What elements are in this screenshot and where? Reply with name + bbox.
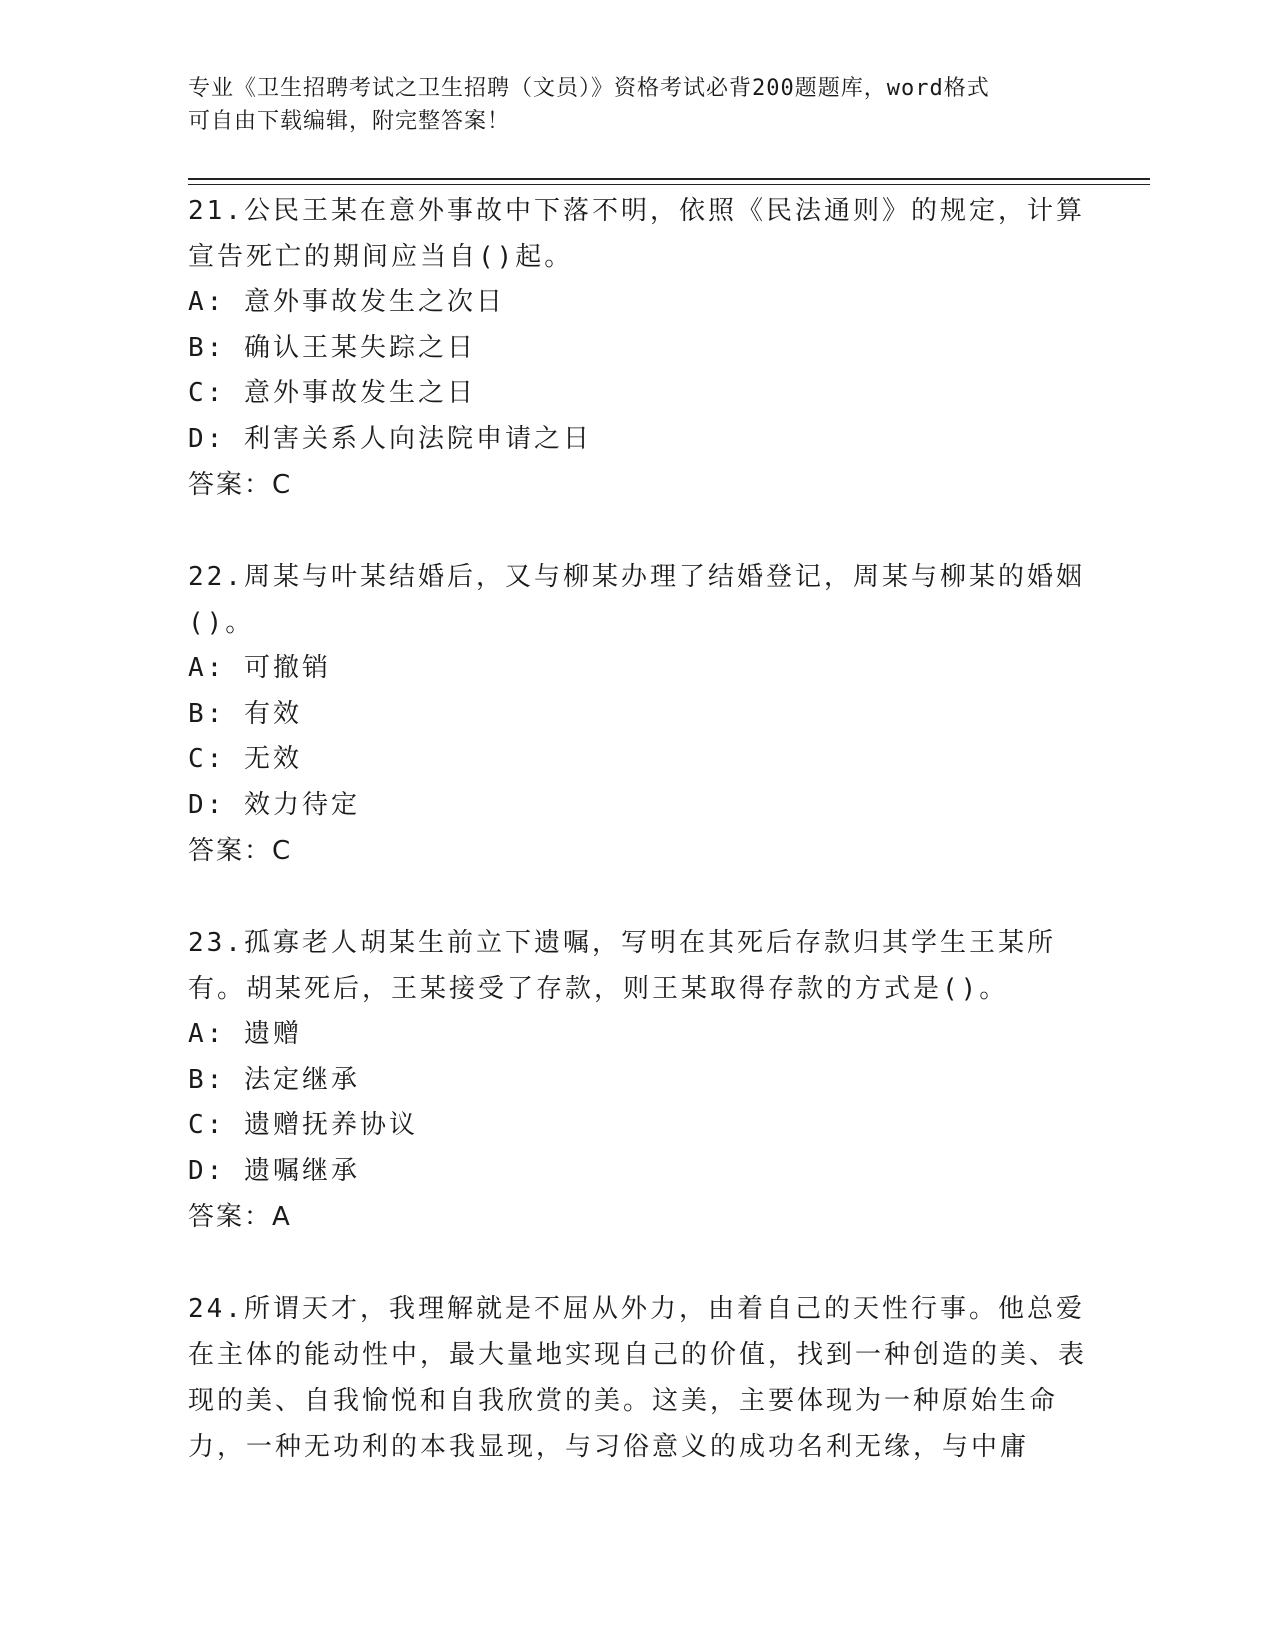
option-a: A: 意外事故发生之次日 — [188, 287, 505, 317]
option-d: D: 遗嘱继承 — [188, 1155, 360, 1186]
option-b: B: 确认王某失踪之日 — [188, 332, 476, 363]
option-b: B: 有效 — [188, 698, 302, 729]
question-21 — [188, 188, 1088, 508]
option-c: C: 遗赠抚养协议 — [188, 1110, 418, 1140]
document-header — [188, 72, 1068, 138]
header-divider-thin — [188, 184, 1150, 185]
option-a: A: 遗赠 — [188, 1019, 302, 1049]
header-line-1: 专业《卫生招聘考试之卫生招聘（文员）》资格考试必背200题题库，word格式 — [188, 76, 990, 101]
option-c: C: 无效 — [188, 744, 302, 774]
header-divider-thick — [188, 178, 1150, 180]
question-text: 23.孤寡老人胡某生前立下遗嘱，写明在其死后存款归其学生王某所有。胡某死后，王某接受了存款，则王某取得存款的方式是()。 — [188, 928, 1056, 1004]
answer: 答案：A — [188, 1202, 292, 1232]
question-23 — [188, 920, 1088, 1240]
question-24 — [188, 1286, 1088, 1470]
option-a: A: 可撤销 — [188, 653, 331, 683]
option-d: D: 利害关系人向法院申请之日 — [188, 423, 592, 454]
header-line-2: 可自由下载编辑，附完整答案！ — [188, 109, 511, 134]
question-text: 24.所谓天才，我理解就是不屈从外力，由着自己的天性行事。他总爱在主体的能动性中，最大量地实现自己的价值，找到一种创造的美、表现的美、自我愉悦和自我欣赏的美。这美，主要体现为一种原始生命力，一种无功利的本我显现，与习俗意义的成功名利无缘，与中庸 — [188, 1294, 1088, 1462]
question-list — [188, 188, 1088, 1516]
question-22 — [188, 554, 1088, 874]
option-c: C: 意外事故发生之日 — [188, 378, 476, 408]
option-b: B: 法定继承 — [188, 1064, 360, 1095]
question-text: 22.周某与叶某结婚后，又与柳某办理了结婚登记，周某与柳某的婚姻()。 — [188, 562, 1085, 638]
answer: 答案：C — [188, 470, 293, 500]
answer: 答案：C — [188, 836, 293, 866]
question-text: 21.公民王某在意外事故中下落不明，依照《民法通则》的规定，计算宣告死亡的期间应当自()起。 — [188, 196, 1085, 272]
option-d: D: 效力待定 — [188, 789, 360, 820]
